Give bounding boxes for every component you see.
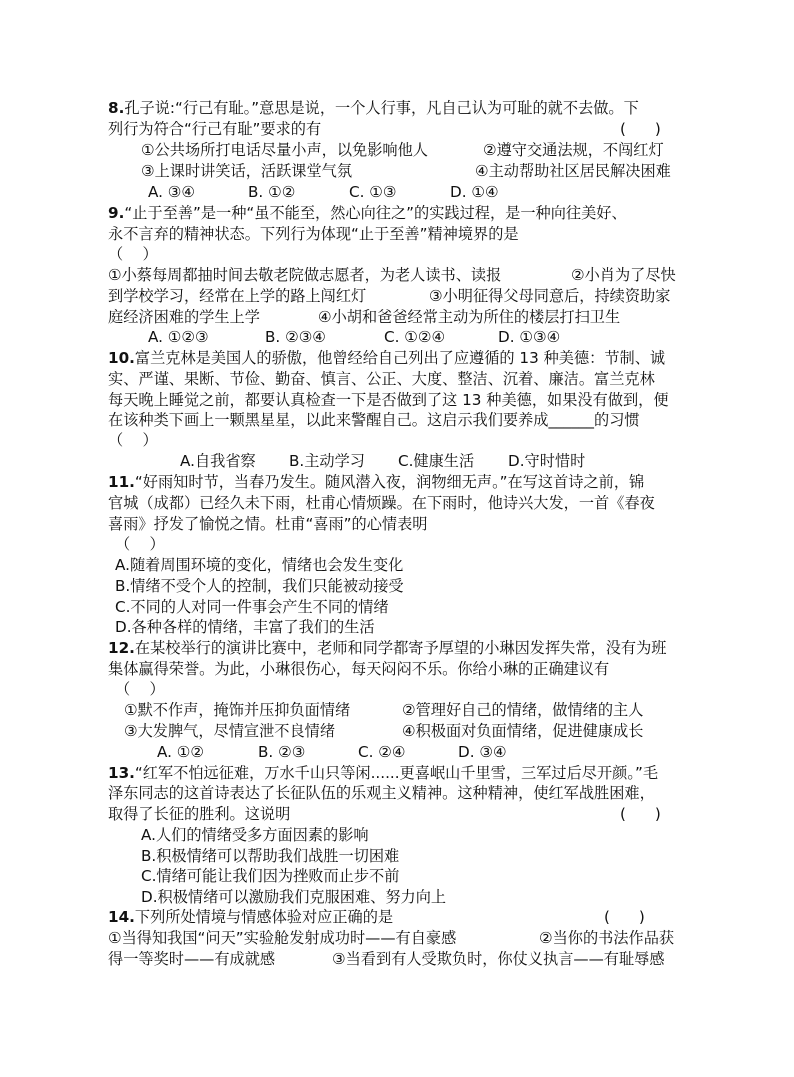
option-a: A. ①②③ — [148, 328, 209, 346]
statement-1: ①当得知我国“问天”实验舱发射成功时——有自豪感 — [108, 929, 457, 947]
answer-bracket: ( ) — [620, 805, 661, 823]
statement-1: ①小蔡每周都抽时间去敬老院做志愿者，为老人读书、读报 — [108, 266, 502, 284]
question-10-number: 10. — [108, 349, 135, 367]
statement-1: ①默不作声，掩饰并压抑负面情绪 — [124, 701, 351, 719]
statement-4: ④小胡和爸爸经常主动为所住的楼层打扫卫生 — [318, 308, 621, 326]
question-10-line-2: 实、严谨、果断、节俭、勤奋、慎言、公正、大度、整洁、沉着、廉洁。富兰克林 — [108, 370, 655, 388]
answer-bracket: （ ） — [115, 680, 165, 698]
option-a: A. ①② — [157, 743, 205, 761]
option-d: D. ①④ — [450, 183, 499, 201]
question-14-number: 14. — [108, 908, 135, 926]
statement-2: ②管理好自己的情绪，做情绪的主人 — [402, 701, 644, 719]
option-d: D. ③④ — [458, 743, 507, 761]
question-13-line-2: 泽东同志的这首诗表达了长征队伍的乐观主义精神。这种精神，使红军战胜困难， — [108, 784, 655, 802]
question-14-line-1: 14.下列所处情境与情感体验对应正确的是 — [108, 908, 394, 926]
statement-2-cont: 到学校学习，经常在上学的路上闯红灯 — [108, 287, 367, 305]
option-a: A.随着周围环境的变化，情绪也会发生变化 — [115, 556, 404, 574]
option-a: A. ③④ — [148, 183, 196, 201]
option-a: A.自我省察 — [180, 452, 256, 470]
question-11-number: 11. — [108, 473, 135, 491]
statement-2-cont: 得一等奖时——有成就感 — [108, 950, 276, 968]
statement-2: ②当你的书法作品获 — [539, 929, 675, 947]
question-12-line-1: 12.在某校举行的演讲比赛中，老师和同学都寄予厚望的小琳因发挥失常，没有为班 — [108, 639, 667, 657]
question-9-number: 9. — [108, 204, 125, 222]
question-9-line-1: 9.“止于至善”是一种“虽不能至，然心向往之”的实践过程，是一种向往美好、 — [108, 204, 627, 222]
option-c: C.不同的人对同一件事会产生不同的情绪 — [115, 598, 389, 616]
question-10-line-3: 每天晚上睡觉之前，都要认真检查一下是否做到了这 13 种美德，如果没有做到，便 — [108, 391, 669, 409]
question-8-line-2: 列行为符合“行己有耻”要求的有 — [108, 120, 322, 138]
answer-bracket: （ ） — [115, 535, 165, 553]
option-c: C.情绪可能让我们因为挫败而止步不前 — [141, 867, 400, 885]
question-8-line-1: 8.孔子说:“行己有耻。”意思是说，一个人行事，凡自己认为可耻的就不去做。下 — [108, 99, 639, 117]
option-d: D.积极情绪可以激励我们克服困难、努力向上 — [141, 888, 447, 906]
question-12-number: 12. — [108, 639, 135, 657]
option-b: B. ②③ — [258, 743, 306, 761]
option-c: C. ①③ — [349, 183, 397, 201]
question-10-line-4: 在该种类下画上一颗黑星星，以此来警醒自己。这启示我们要养成______的习惯 — [108, 411, 640, 429]
statement-2: ②遵守交通法规，不闯红灯 — [483, 141, 664, 159]
question-12-line-2: 集体赢得荣誉。为此，小琳很伤心，每天闷闷不乐。你给小琳的正确建议有 — [108, 660, 610, 678]
statement-4: ④主动帮助社区居民解决困难 — [475, 162, 671, 180]
statement-1: ①公共场所打电话尽量小声，以免影响他人 — [141, 141, 428, 159]
question-8-number: 8. — [108, 99, 125, 117]
option-d: D.守时惜时 — [508, 452, 586, 470]
option-b: B. ①② — [248, 183, 296, 201]
statement-2: ②小肖为了尽快 — [571, 266, 676, 284]
statement-3: ③当看到有人受欺负时，你仗义执言——有耻辱感 — [332, 950, 665, 968]
option-d: D.各种各样的情绪，丰富了我们的生活 — [115, 618, 375, 636]
statement-3-cont: 庭经济困难的学生上学 — [108, 308, 260, 326]
answer-bracket: ( ) — [604, 908, 645, 926]
option-b: B.积极情绪可以帮助我们战胜一切困难 — [141, 847, 400, 865]
option-c: C. ②④ — [358, 743, 406, 761]
statement-3: ③上课时讲笑话，活跃课堂气氛 — [141, 162, 353, 180]
question-13-line-3: 取得了长征的胜利。这说明 — [108, 805, 291, 823]
answer-bracket: （ ） — [108, 431, 158, 449]
statement-3: ③大发脾气，尽情宣泄不良情绪 — [124, 722, 336, 740]
option-c: C. ①②④ — [384, 328, 446, 346]
question-11-line-3: 喜雨》抒发了愉悦之情。杜甫“喜雨”的心情表明 — [108, 515, 428, 533]
option-c: C.健康生活 — [398, 452, 475, 470]
answer-bracket: （ ） — [108, 245, 158, 263]
answer-bracket: ( ) — [620, 120, 661, 138]
question-9-line-2: 永不言弃的精神状态。下列行为体现“止于至善”精神境界的是 — [108, 225, 519, 243]
question-11-line-2: 官城（成都）已经久未下雨，杜甫心情烦躁。在下雨时，他诗兴大发，一首《春夜 — [108, 494, 655, 512]
option-b: B.情绪不受个人的控制，我们只能被动接受 — [115, 577, 404, 595]
option-a: A.人们的情绪受多方面因素的影响 — [141, 826, 369, 844]
option-b: B. ②③④ — [265, 328, 326, 346]
question-13-number: 13. — [108, 764, 135, 782]
option-b: B.主动学习 — [289, 452, 365, 470]
statement-3: ③小明征得父母同意后，持续资助家 — [429, 287, 671, 305]
option-d: D. ①③④ — [498, 328, 561, 346]
question-13-line-1: 13.“红军不怕远征难，万水千山只等闲......更喜岷山千里雪，三军过后尽开颜。”毛 — [108, 764, 659, 782]
question-10-line-1: 10.富兰克林是美国人的骄傲，他曾经给自己列出了应遵循的 13 种美德：节制、诚 — [108, 349, 666, 367]
question-11-line-1: 11.“好雨知时节，当春乃发生。随风潜入夜，润物细无声。”在写这首诗之前，锦 — [108, 473, 645, 491]
statement-4: ④积极面对负面情绪，促进健康成长 — [402, 722, 644, 740]
